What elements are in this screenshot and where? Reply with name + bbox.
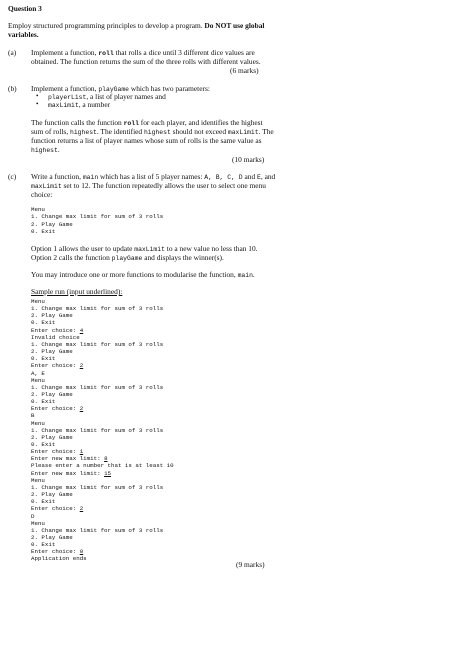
prompt-text: Enter new max limit: (31, 455, 105, 463)
part-c-line-3: choice: (31, 190, 53, 199)
text: You may introduce one or more functions to modularise the function, (31, 270, 238, 279)
sample-run-heading: Sample run (input underlined): (31, 287, 123, 296)
code-highest: highest (31, 147, 58, 154)
sample-run-line: 2. Play Game (31, 533, 73, 541)
menu-code-block: Menu 1. Change max limit for sum of 3 rolls 2. Play Game 0. Exit (31, 206, 164, 236)
sample-run-line: 0. Exit (31, 498, 56, 506)
code-playgame: playGame (111, 255, 143, 262)
code-player-e: E (257, 174, 261, 181)
sample-run-line: 0. Exit (31, 355, 56, 363)
prompt-text: Enter choice: (31, 405, 80, 413)
sample-run-line: B (31, 412, 35, 420)
user-input: 2 (79, 362, 84, 370)
code-player-names: A, B, C, D (204, 174, 243, 181)
text: . (252, 270, 255, 279)
sample-run-line (31, 405, 83, 412)
sample-run-line: 1. Change max limit for sum of 3 rolls (31, 426, 164, 434)
part-b-label: (b) (8, 84, 17, 93)
text: Write a function, (31, 172, 83, 181)
prompt-text: Enter choice: (31, 505, 80, 513)
sample-run-line (31, 362, 83, 369)
part-b-bullet-2 (48, 100, 110, 110)
intro-line-1 (8, 21, 264, 30)
prompt-text: Enter choice: (31, 362, 80, 370)
text: Implement a function, (31, 48, 99, 57)
sample-run-line: Menu (31, 298, 45, 305)
user-input: 2 (79, 405, 84, 413)
text: that rolls a dice until 3 different dice values are (113, 48, 255, 57)
sample-run-line: Menu (31, 519, 45, 527)
code-highest: highest (143, 129, 171, 136)
sample-run-line: 2. Play Game (31, 390, 73, 398)
sample-run-line: Menu (31, 419, 45, 427)
text: and (242, 172, 258, 181)
code-maxlimit: maxLimit (48, 102, 79, 109)
user-input: 1 (79, 448, 84, 456)
prompt-text: Enter new max limit: (31, 469, 105, 477)
code-maxlimit: maxLimit (134, 246, 165, 253)
text: , a number (78, 100, 111, 109)
sample-run-line (31, 455, 108, 462)
sample-run-line: 2. Play Game (31, 491, 73, 499)
text: . The (258, 127, 274, 136)
text: , a list of player names and (86, 92, 166, 101)
part-b-para-line-4 (31, 145, 60, 155)
part-a-line-2: obtained. The function returns the sum of the three rolls with different values. (31, 57, 261, 66)
text: Option 2 calls the function (31, 253, 112, 262)
user-input: 8 (104, 455, 108, 463)
text: . (57, 145, 60, 154)
sample-run-line: Invalid choice (31, 333, 80, 341)
sample-run-line: 1. Change max limit for sum of 3 rolls (31, 526, 164, 534)
prompt-text: Enter choice: (31, 548, 80, 556)
question-heading: Question 3 (8, 4, 42, 13)
sample-run-line: 1. Change max limit for sum of 3 rolls (31, 340, 164, 348)
text: , and (260, 172, 276, 181)
code-maxlimit: maxLimit (227, 129, 259, 136)
text: set to 12. The function repeatedly allows the user to select one menu (61, 181, 266, 190)
sample-run-line: 0. Exit (31, 319, 56, 327)
sample-run-line: 2. Play Game (31, 348, 73, 356)
part-c-marks: (9 marks) (236, 560, 265, 569)
sample-run-line: Application ends (31, 555, 87, 563)
sample-run-line (31, 448, 83, 455)
text: Implement a function, (31, 84, 99, 93)
intro-bold: Do NOT use global (204, 21, 265, 30)
sample-run-line: A, E (31, 369, 45, 377)
code-main: main (82, 174, 99, 181)
sample-run-line: 1. Change max limit for sum of 3 rolls (31, 305, 164, 313)
text: sum of rolls, (31, 127, 71, 136)
code-playgame: playGame (98, 86, 130, 93)
intro-line-2: variables. (8, 30, 39, 39)
code-main: main (237, 272, 253, 279)
text: should not exceed (170, 127, 228, 136)
sample-run-line: Menu (31, 376, 45, 384)
bullet-dot: • (36, 100, 39, 108)
sample-run-line: 1. Change max limit for sum of 3 rolls (31, 383, 164, 391)
text: and displays the winner(s). (142, 253, 224, 262)
sample-run-line (31, 548, 83, 555)
part-a-marks: (6 marks) (230, 66, 259, 75)
bullet-dot: • (36, 92, 39, 100)
code-playerlist: playerList (48, 94, 87, 101)
prompt-text: Enter choice: (31, 326, 80, 334)
sample-run-line: Please enter a number that is at least 10 (31, 462, 174, 470)
prompt-text: Enter choice: (31, 448, 80, 456)
sample-run-line (31, 470, 111, 477)
sample-run-line: 2. Play Game (31, 312, 73, 320)
sample-run-line: 0. Exit (31, 441, 56, 448)
sample-run-line (31, 505, 83, 512)
sample-run-line: 2. Play Game (31, 433, 73, 441)
code-maxlimit: maxLimit (31, 183, 62, 190)
code-roll: roll (123, 120, 139, 127)
part-c-label: (c) (8, 172, 17, 181)
sample-run-line: 1. Change max limit for sum of 3 rolls (31, 483, 164, 491)
part-b-marks: (10 marks) (232, 155, 265, 164)
part-b-para-line-3: function returns a list of player names whose sum of rolls is the same value as (31, 136, 262, 145)
user-input: 15 (104, 469, 112, 477)
text: . The identified (96, 127, 144, 136)
text: Option 1 allows the user to update (31, 244, 135, 253)
sample-run-line: 0. Exit (31, 541, 56, 549)
modularise-line (31, 270, 255, 280)
text: to a new value no less than 10. (164, 244, 258, 253)
sample-run-line: Menu (31, 476, 45, 484)
code-highest: highest (70, 129, 97, 136)
user-input: 0 (79, 548, 84, 556)
part-a-label: (a) (8, 48, 17, 57)
text: which has a list of 5 player names: (98, 172, 205, 181)
sample-run-line: 0. Exit (31, 398, 56, 406)
sample-run-line (31, 327, 83, 334)
option-2-line (31, 253, 224, 263)
sample-run-line: D (31, 512, 35, 520)
text: which has two parameters: (129, 84, 210, 93)
code-roll: roll (98, 50, 114, 57)
text: for each player, and identifies the highest (138, 118, 263, 127)
part-c-line-2 (31, 181, 266, 191)
user-input: 4 (79, 326, 84, 334)
user-input: 2 (79, 505, 84, 513)
intro-text: Employ structured programming principles to develop a program. (8, 21, 205, 30)
text: The function calls the function (31, 118, 124, 127)
